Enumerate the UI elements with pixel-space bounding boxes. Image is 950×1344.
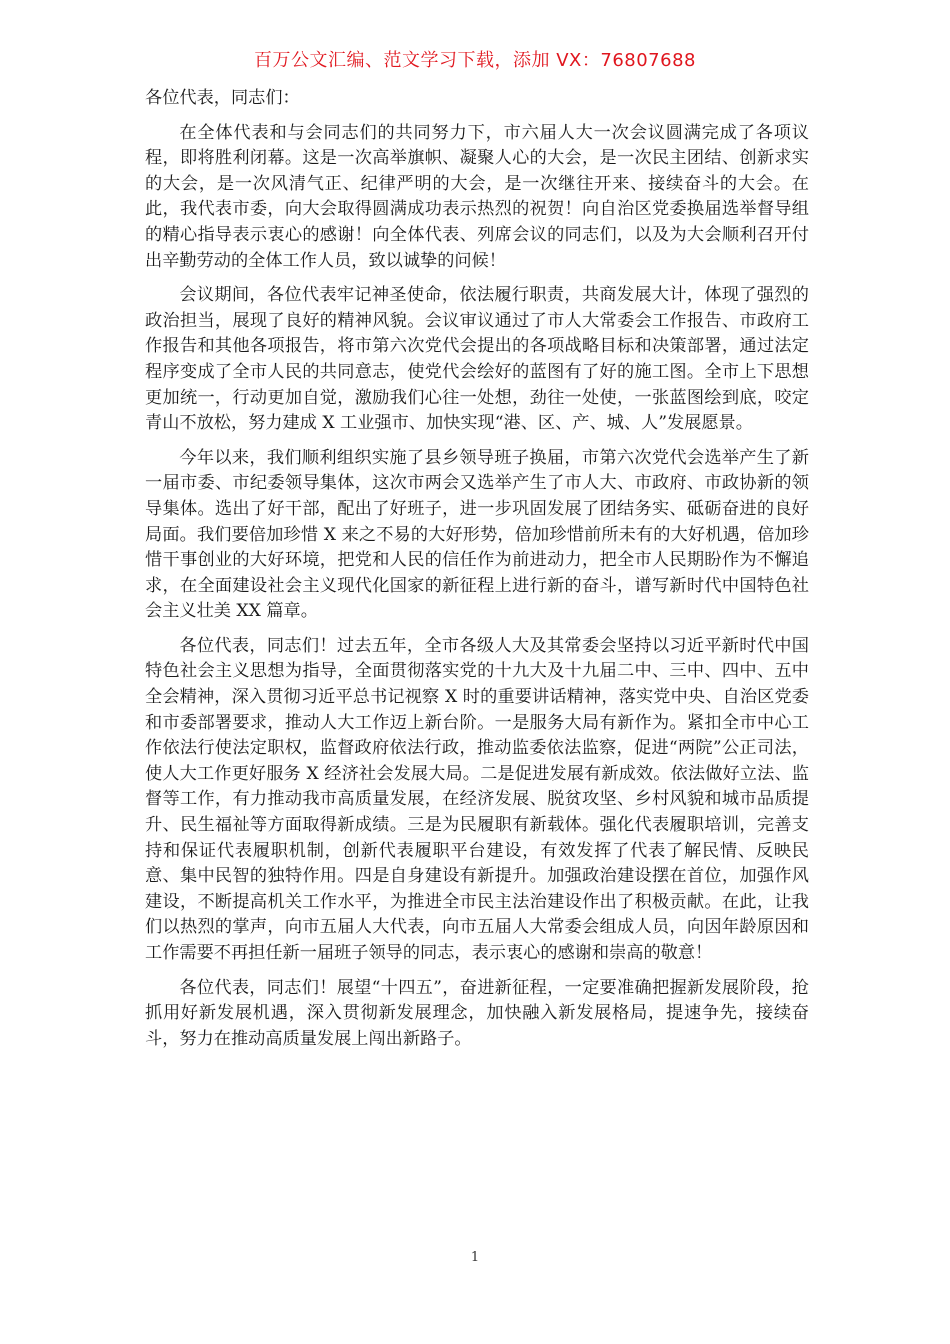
- paragraph-1: 在全体代表和与会同志们的共同努力下，市六届人大一次会议圆满完成了各项议程，即将胜利闭幕。这是一次高举旗帜、凝聚人心的大会，是一次民主团结、创新求实的大会，是一次风清气正、纪律严明的大会，是一次继往开来、接续奋斗的大会。在此，我代表市委，向大会取得圆满成功表示热烈的祝贺！向自治区党委换届选举督导组的精心指导表示衷心的感谢！向全体代表、列席会议的同志们，以及为大会顺利召开付出辛勤劳动的全体工作人员，致以诚挚的问候！: [145, 122, 809, 271]
- paragraph-3: 今年以来，我们顺利组织实施了县乡领导班子换届，市第六次党代会选举产生了新一届市委、市纪委领导集体，这次市两会又选举产生了市人大、市政府、市政协新的领导集体。选出了好干部，配出了好班子，进一步巩固发展了团结务实、砥砺奋进的良好局面。我们要倍加珍惜 X 来之不易的大好形势，倍加珍惜前所未有的大好机遇，倍加珍惜干事创业的大好环境，把党和人民的信任作为前进动力，把全市人民期盼作为不懈追求，在全面建设社会主义现代化国家的新征程上进行新的奋斗，谱写新时代中国特色社会主义壮美 XX 篇章。: [145, 447, 809, 622]
- paragraph-4: 各位代表，同志们！过去五年，全市各级人大及其常委会坚持以习近平新时代中国特色社会主义思想为指导，全面贯彻落实党的十九大及十九届二中、三中、四中、五中全会精神，深入贯彻习近平总书记视察 X 时的重要讲话精神，落实党中央、自治区党委和市委部署要求，推动人大工作迈上新台阶。一是服务大局有新作为。紧扣全市中心工作依法行使法定职权，监督政府依法行政，推动监委依法监察，促进“两院”公正司法，使人大工作更好服务 X 经济社会发展大局。二是促进发展有新成效。依法做好立法、监督等工作，有力推动我市高质量发展，在经济发展、脱贫攻坚、乡村风貌和城市品质提升、民生福祉等方面取得新成绩。三是为民履职有新载体。强化代表履职培训，完善支持和保证代表履职机制，创新代表履职平台建设，有效发挥了代表了解民情、反映民意、集中民智的独特作用。四是自身建设有新提升。加强政治建设摆在首位，加强作风建设，不断提高机关工作水平，为推进全市民主法治建设作出了积极贡献。在此，让我们以热烈的掌声，向市五届人大代表，向市五届人大常委会组成人员，向因年龄原因和工作需要不再担任新一届班子领导的同志，表示衷心的感谢和崇高的敬意！: [145, 635, 809, 963]
- paragraph-5: 各位代表，同志们！展望“十四五”，奋进新征程，一定要准确把握新发展阶段，抢抓用好新发展机遇，深入贯彻新发展理念，加快融入新发展格局，提速争先，接续奋斗，努力在推动高质量发展上闯出新路子。: [145, 977, 809, 1049]
- header-banner: 百万公文汇编、范文学习下载，添加 VX：76807688: [254, 50, 696, 71]
- document-body: [145, 86, 809, 1052]
- salutation: 各位代表，同志们：: [145, 88, 300, 108]
- page-number: 1: [470, 1250, 480, 1265]
- paragraph-2: 会议期间，各位代表牢记神圣使命，依法履行职责，共商发展大计，体现了强烈的政治担当，展现了良好的精神风貌。会议审议通过了市人大常委会工作报告、市政府工作报告和其他各项报告，将市第六次党代会提出的各项战略目标和决策部署，通过法定程序变成了全市人民的共同意志，使党代会绘好的蓝图有了好的施工图。全市上下思想更加统一，行动更加自觉，激励我们心往一处想，劲往一处使，一张蓝图绘到底，咬定青山不放松，努力建成 X 工业强市、加快实现“港、区、产、城、人”发展愿景。: [145, 285, 809, 434]
